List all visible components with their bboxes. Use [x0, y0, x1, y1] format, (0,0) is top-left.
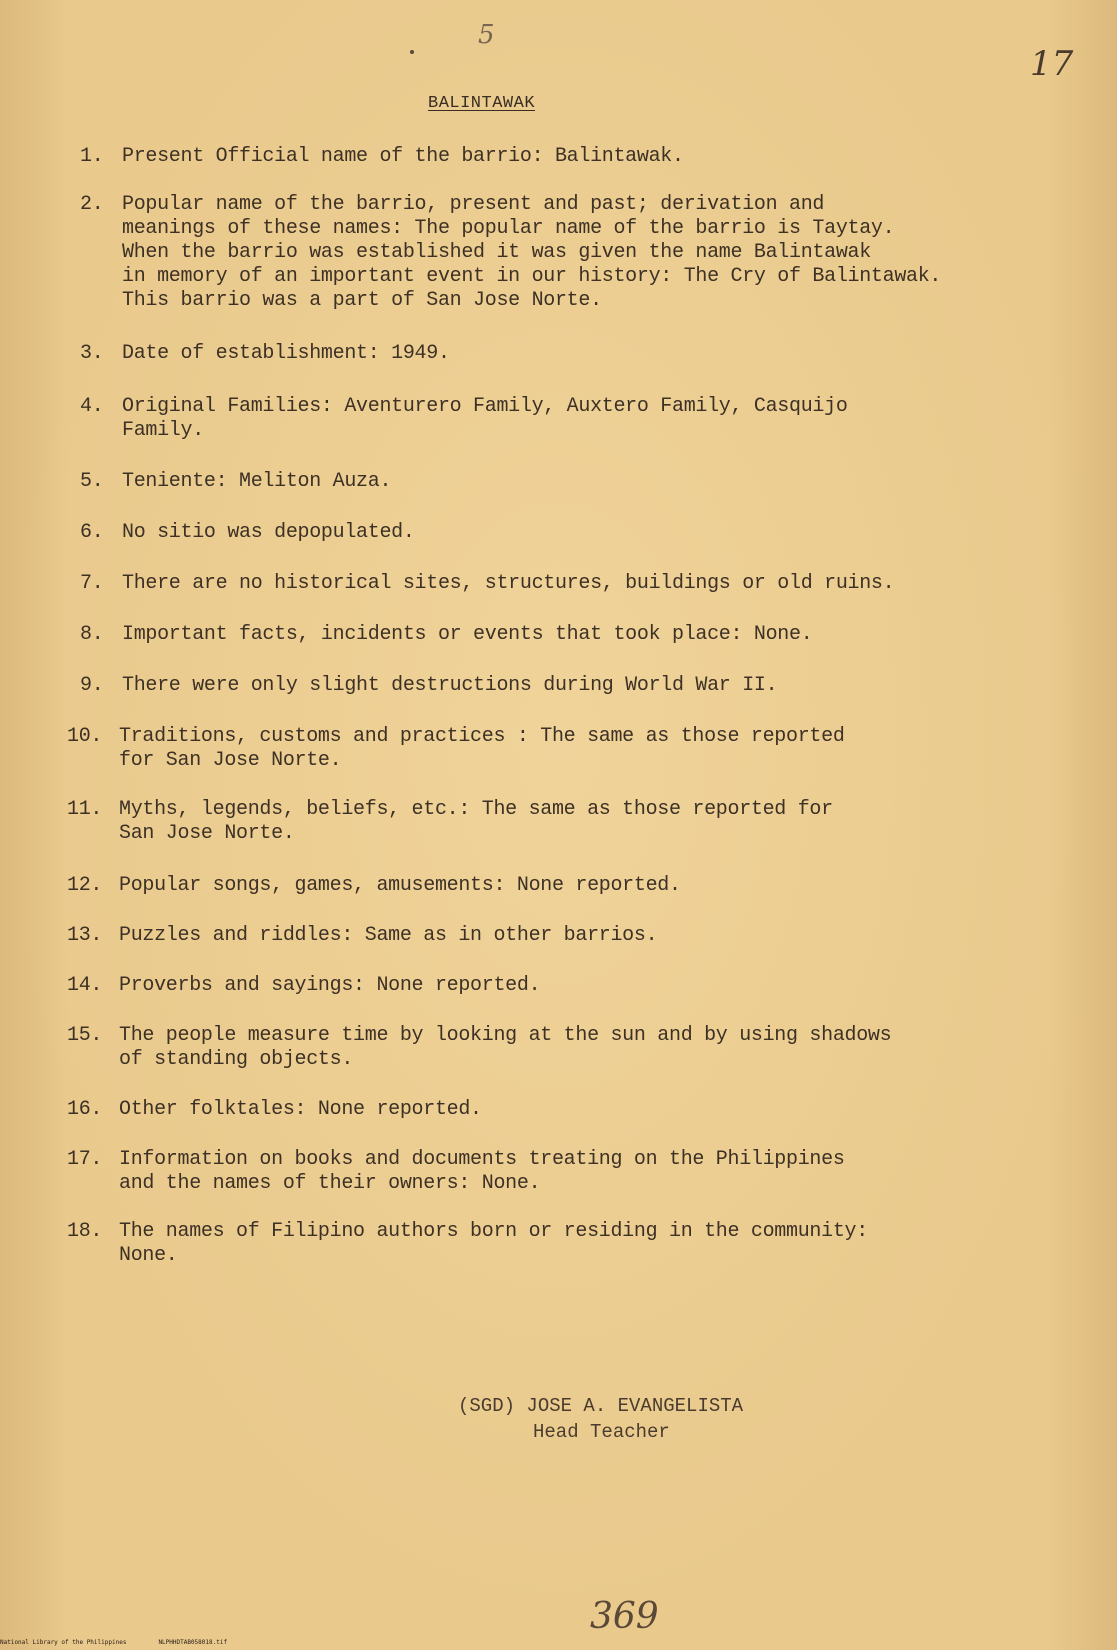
item-text: Other folktales: None reported.	[119, 1098, 482, 1121]
list-item	[80, 521, 980, 545]
archive-filename: NLPHHDTAB058018.tif	[158, 1639, 228, 1646]
item-text: Popular songs, games, amusements: None reported.	[119, 874, 681, 897]
item-number: 18.	[67, 1220, 103, 1243]
item-text: Puzzles and riddles: Same as in other barrios.	[119, 924, 658, 947]
item-text: Teniente: Meliton Auza.	[122, 470, 392, 493]
item-number: 10.	[67, 725, 103, 748]
item-text: Date of establishment: 1949.	[122, 342, 450, 365]
item-number: 4.	[80, 395, 104, 418]
document-title: BALINTAWAK	[428, 94, 536, 113]
item-text: No sitio was depopulated.	[122, 521, 415, 544]
list-item	[67, 798, 980, 846]
item-text: Popular name of the barrio, present and past; derivation and meanings of these names: The popular name of the barrio is Taytay. When the barrio was established it was given the name Balintawak in memory of an important event in our history: The Cry of Balintawak. This barrio was a part of San Jose Norte.	[122, 193, 942, 312]
item-text: Present Official name of the barrio: Balintawak.	[122, 145, 684, 168]
list-item	[80, 342, 980, 366]
item-number: 17.	[67, 1148, 103, 1171]
item-text: Myths, legends, beliefs, etc.: The same as those reported for San Jose Norte.	[119, 798, 833, 845]
list-item	[80, 623, 980, 647]
item-number: 3.	[80, 342, 104, 365]
item-number: 13.	[67, 924, 103, 947]
handwritten-page-number: 17	[1030, 44, 1074, 84]
list-item	[67, 924, 980, 948]
item-list	[67, 145, 980, 1268]
list-item	[80, 395, 980, 443]
item-number: 11.	[67, 798, 103, 821]
handwritten-archive-number: 369	[590, 1596, 659, 1637]
signatory-role: Head Teacher	[533, 1421, 670, 1443]
item-text: Proverbs and sayings: None reported.	[119, 974, 541, 997]
item-text: The people measure time by looking at the sun and by using shadows of standing objects.	[119, 1024, 892, 1071]
list-item	[80, 193, 980, 313]
signatory-name: (SGD) JOSE A. EVANGELISTA	[458, 1395, 744, 1417]
archive-library: National Library of the Philippines	[0, 1639, 127, 1646]
archive-footer	[0, 1639, 227, 1646]
item-number: 14.	[67, 974, 103, 997]
list-item	[67, 1148, 980, 1196]
item-number: 15.	[67, 1024, 103, 1047]
list-item	[80, 572, 980, 596]
handwritten-page-mark: 5	[478, 20, 495, 50]
list-item	[67, 974, 980, 998]
item-text: The names of Filipino authors born or residing in the community: None.	[119, 1220, 868, 1267]
list-item	[67, 1024, 980, 1072]
list-item	[67, 1220, 980, 1268]
item-number: 6.	[80, 521, 104, 544]
ink-speck	[410, 50, 414, 54]
list-item	[80, 145, 980, 169]
item-text: Traditions, customs and practices : The same as those reported for San Jose Norte.	[119, 725, 845, 772]
item-text: There are no historical sites, structures, buildings or old ruins.	[122, 572, 895, 595]
item-text: There were only slight destructions during World War II.	[122, 674, 778, 697]
item-number: 9.	[80, 674, 104, 697]
signature-block	[458, 1393, 743, 1445]
item-text: Important facts, incidents or events that took place: None.	[122, 623, 813, 646]
item-number: 5.	[80, 470, 104, 493]
item-text: Information on books and documents treating on the Philippines and the names of their owners: None.	[119, 1148, 845, 1195]
item-number: 1.	[80, 145, 104, 168]
item-number: 8.	[80, 623, 104, 646]
list-item	[67, 874, 980, 898]
item-number: 12.	[67, 874, 103, 897]
list-item	[67, 725, 980, 773]
item-text: Original Families: Aventurero Family, Auxtero Family, Casquijo Family.	[122, 395, 848, 442]
list-item	[67, 1098, 980, 1122]
list-item	[80, 674, 980, 698]
item-number: 16.	[67, 1098, 103, 1121]
list-item	[80, 470, 980, 494]
item-number: 7.	[80, 572, 104, 595]
item-number: 2.	[80, 193, 104, 216]
